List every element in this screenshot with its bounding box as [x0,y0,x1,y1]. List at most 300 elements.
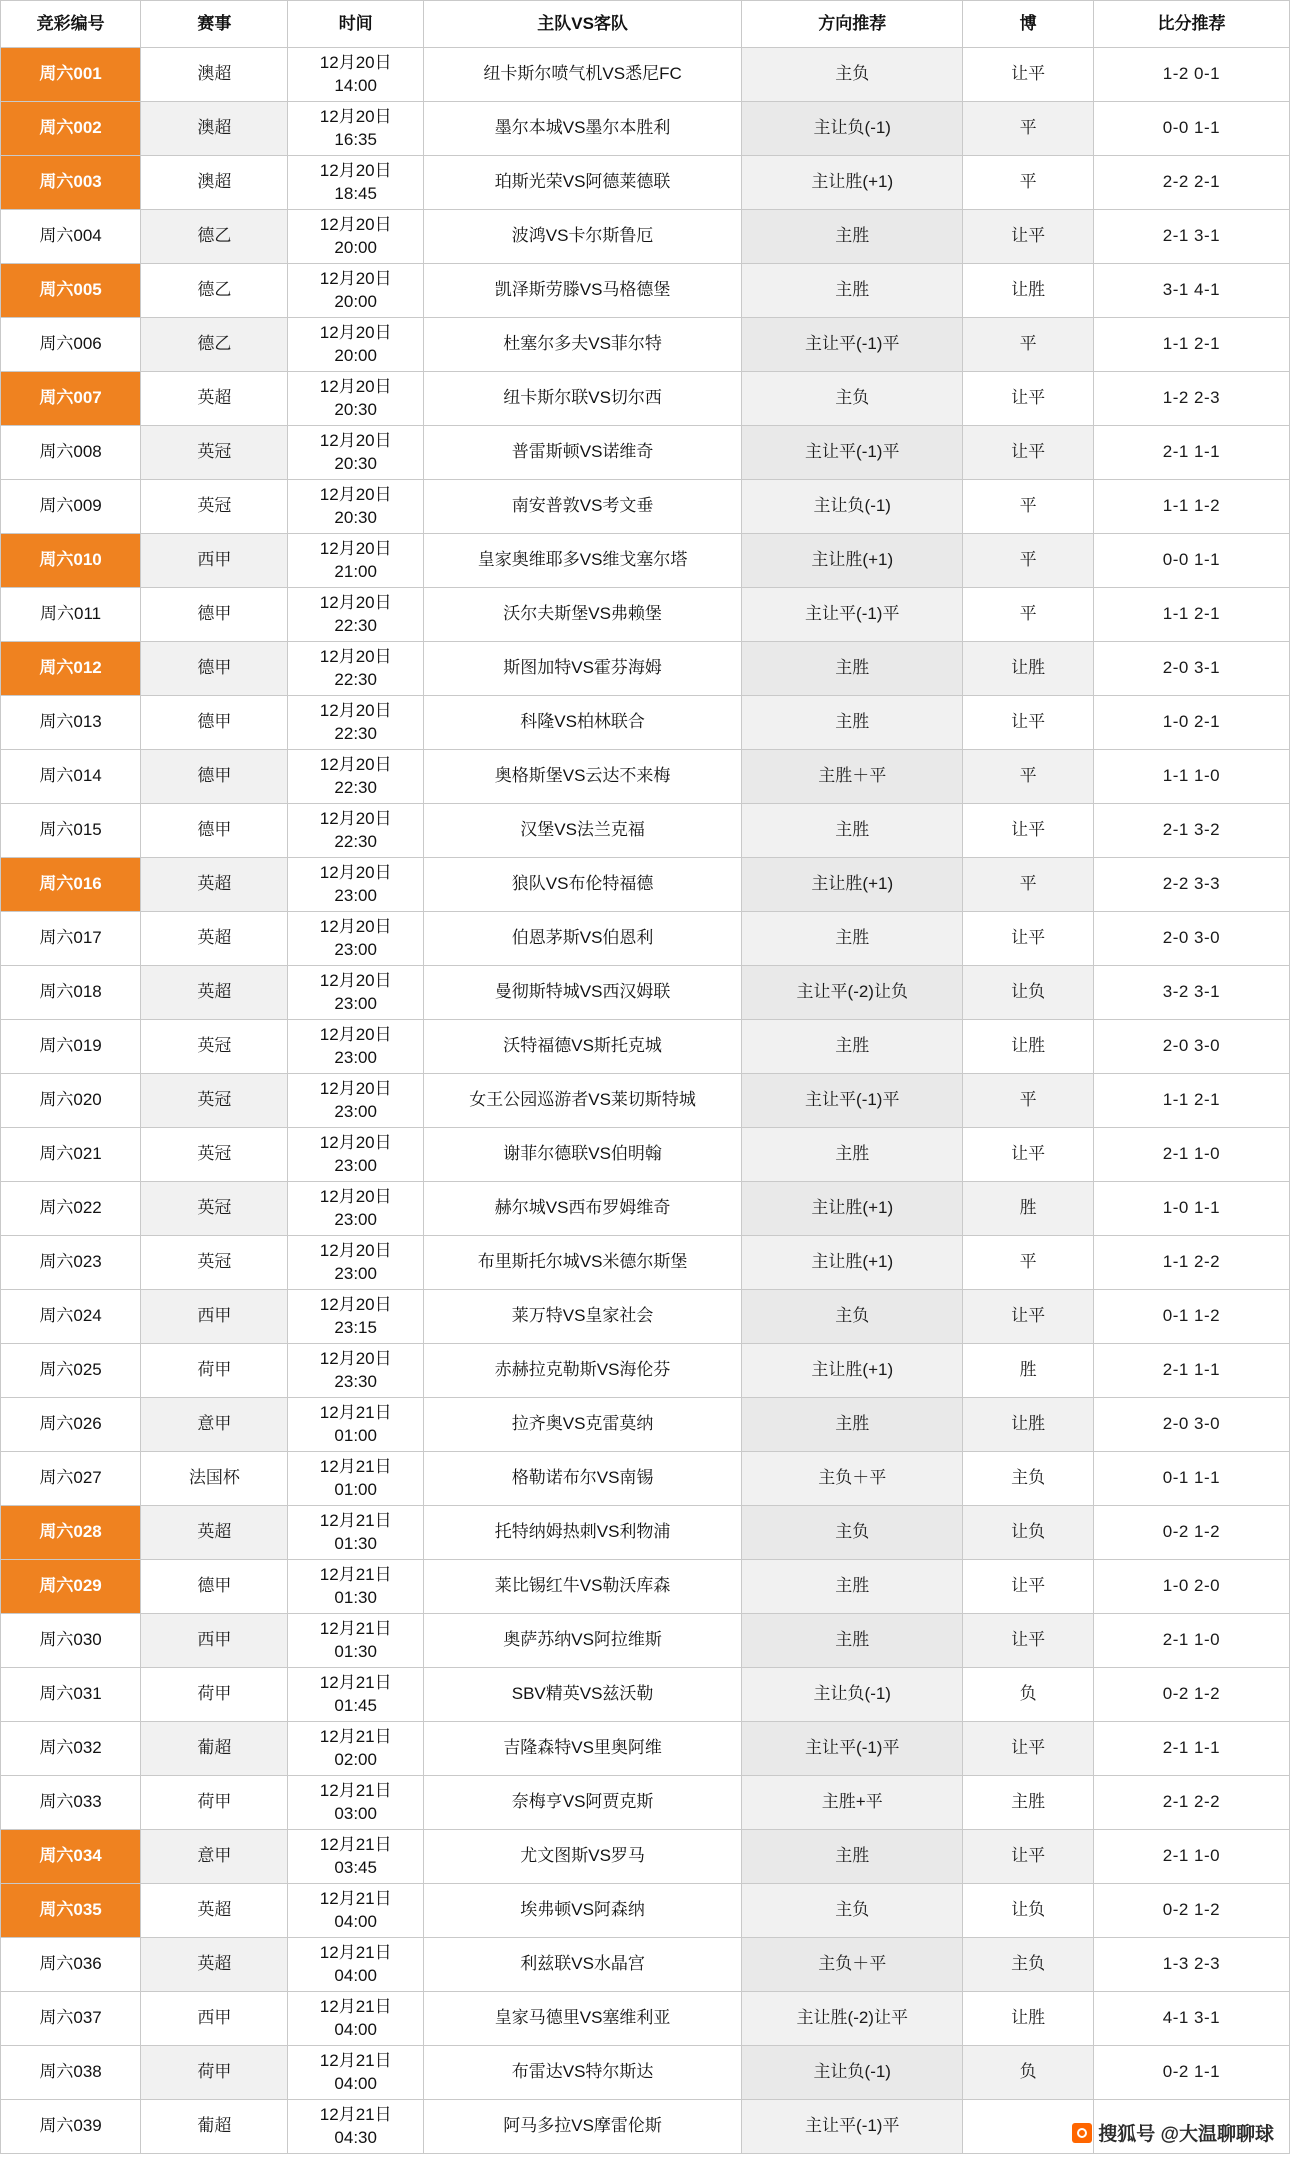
cell-time [288,1290,423,1344]
cell-time-clock: 20:00 [334,237,377,257]
cell-league: 英超 [141,966,288,1020]
cell-code: 周六006 [1,318,141,372]
cell-time-date: 12月20日 [319,754,392,774]
cell-time [288,2100,423,2154]
cell-time [288,1236,423,1290]
header-recommendation: 方向推荐 [742,1,963,48]
cell-recommendation: 主让胜(+1) [742,1236,963,1290]
cell-code: 周六011 [1,588,141,642]
cell-code: 周六037 [1,1992,141,2046]
cell-code: 周六035 [1,1884,141,1938]
cell-time-clock: 20:00 [334,291,377,311]
cell-bo: 让胜 [963,1992,1094,2046]
cell-code: 周六013 [1,696,141,750]
cell-time-date: 12月21日 [319,1834,392,1854]
cell-code: 周六012 [1,642,141,696]
cell-time-date: 12月20日 [319,1348,392,1368]
cell-recommendation: 主胜 [742,1020,963,1074]
cell-time [288,642,423,696]
table-row [1,1884,1290,1938]
header-league: 赛事 [141,1,288,48]
cell-score: 1-0 2-0 [1093,1560,1289,1614]
cell-score: 2-2 2-1 [1093,156,1289,210]
cell-score: 4-1 3-1 [1093,1992,1289,2046]
cell-time [288,1398,423,1452]
cell-bo: 负 [963,2046,1094,2100]
cell-league: 荷甲 [141,1668,288,1722]
cell-time-date: 12月20日 [319,52,392,72]
table-row [1,318,1290,372]
cell-match: 奈梅亨VS阿贾克斯 [423,1776,741,1830]
cell-time [288,372,423,426]
cell-score: 2-1 3-1 [1093,210,1289,264]
table-row [1,1290,1290,1344]
cell-time-date: 12月20日 [319,1132,392,1152]
cell-time [288,1668,423,1722]
cell-score: 2-0 3-0 [1093,912,1289,966]
watermark-text: 搜狐号 @大温聊聊球 [1098,2124,1274,2145]
cell-time-clock: 23:00 [334,1101,377,1121]
cell-time-date: 12月21日 [319,1996,392,2016]
cell-time [288,210,423,264]
cell-recommendation: 主让胜(-2)让平 [742,1992,963,2046]
header-code: 竞彩编号 [1,1,141,48]
cell-time-date: 12月20日 [319,268,392,288]
cell-match: 莱比锡红牛VS勒沃库森 [423,1560,741,1614]
cell-time-clock: 18:45 [334,183,377,203]
cell-match: 凯泽斯劳滕VS马格德堡 [423,264,741,318]
cell-bo: 让胜 [963,1020,1094,1074]
cell-match: 狼队VS布伦特福德 [423,858,741,912]
cell-recommendation: 主胜 [742,912,963,966]
cell-bo: 主胜 [963,1776,1094,1830]
cell-league: 英超 [141,858,288,912]
table-header-row [1,1,1290,48]
table-row [1,2046,1290,2100]
cell-code: 周六005 [1,264,141,318]
table-header [1,1,1290,48]
cell-time [288,1182,423,1236]
cell-recommendation: 主让胜(+1) [742,156,963,210]
cell-time-date: 12月21日 [319,1456,392,1476]
cell-time-date: 12月20日 [319,1024,392,1044]
cell-time [288,588,423,642]
cell-score: 2-1 2-2 [1093,1776,1289,1830]
cell-time-clock: 01:00 [334,1425,377,1445]
cell-time-date: 12月20日 [319,700,392,720]
cell-bo: 让平 [963,804,1094,858]
cell-match: 女王公园巡游者VS莱切斯特城 [423,1074,741,1128]
cell-match: 利兹联VS水晶宫 [423,1938,741,1992]
cell-match: 珀斯光荣VS阿德莱德联 [423,156,741,210]
cell-time-clock: 23:00 [334,1209,377,1229]
cell-code: 周六022 [1,1182,141,1236]
cell-code: 周六036 [1,1938,141,1992]
cell-league: 英冠 [141,1128,288,1182]
cell-recommendation: 主负 [742,1506,963,1560]
cell-score: 0-0 1-1 [1093,102,1289,156]
cell-time-date: 12月20日 [319,808,392,828]
table-row [1,1128,1290,1182]
cell-match: 布里斯托尔城VS米德尔斯堡 [423,1236,741,1290]
cell-time [288,696,423,750]
cell-bo: 平 [963,480,1094,534]
cell-recommendation: 主胜 [742,1614,963,1668]
cell-match: 沃尔夫斯堡VS弗赖堡 [423,588,741,642]
cell-time [288,1992,423,2046]
cell-score: 1-0 1-1 [1093,1182,1289,1236]
cell-bo: 平 [963,858,1094,912]
cell-time-date: 12月20日 [319,214,392,234]
cell-time [288,102,423,156]
cell-recommendation: 主负 [742,1884,963,1938]
cell-match: 波鸿VS卡尔斯鲁厄 [423,210,741,264]
cell-match: 吉隆森特VS里奥阿维 [423,1722,741,1776]
cell-time [288,804,423,858]
cell-time-date: 12月20日 [319,592,392,612]
cell-league: 英超 [141,1884,288,1938]
cell-recommendation: 主负 [742,1290,963,1344]
cell-time-clock: 23:00 [334,939,377,959]
cell-league: 澳超 [141,156,288,210]
cell-recommendation: 主负＋平 [742,1452,963,1506]
cell-recommendation: 主让负(-1) [742,1668,963,1722]
cell-match: 布雷达VS特尔斯达 [423,2046,741,2100]
cell-time [288,1884,423,1938]
cell-time [288,480,423,534]
cell-league: 德甲 [141,642,288,696]
cell-score: 2-1 1-0 [1093,1128,1289,1182]
table-row [1,642,1290,696]
cell-code: 周六021 [1,1128,141,1182]
cell-bo: 让平 [963,1290,1094,1344]
table-row [1,858,1290,912]
cell-time [288,1074,423,1128]
cell-league: 澳超 [141,48,288,102]
cell-time [288,426,423,480]
cell-time-date: 12月20日 [319,862,392,882]
cell-recommendation: 主让负(-1) [742,480,963,534]
cell-code: 周六009 [1,480,141,534]
cell-time [288,858,423,912]
cell-score: 1-1 1-2 [1093,480,1289,534]
cell-time-clock: 23:15 [334,1317,377,1337]
cell-score: 0-0 1-1 [1093,534,1289,588]
cell-time-clock: 20:30 [334,507,377,527]
cell-league: 德甲 [141,804,288,858]
cell-time [288,966,423,1020]
cell-time-clock: 04:00 [334,1965,377,1985]
cell-score: 2-1 3-2 [1093,804,1289,858]
cell-time-clock: 03:00 [334,1803,377,1823]
cell-code: 周六033 [1,1776,141,1830]
table-row [1,750,1290,804]
cell-match: 纽卡斯尔联VS切尔西 [423,372,741,426]
cell-time-clock: 01:30 [334,1533,377,1553]
cell-time-clock: 04:30 [334,2127,377,2147]
cell-time [288,912,423,966]
cell-match: 阿马多拉VS摩雷伦斯 [423,2100,741,2154]
cell-time-clock: 22:30 [334,669,377,689]
cell-time-clock: 22:30 [334,615,377,635]
cell-recommendation: 主负 [742,372,963,426]
cell-time [288,1128,423,1182]
cell-time-date: 12月21日 [319,2050,392,2070]
table-row [1,48,1290,102]
cell-bo: 主负 [963,1938,1094,1992]
cell-time [288,1506,423,1560]
cell-league: 葡超 [141,2100,288,2154]
cell-time-clock: 22:30 [334,723,377,743]
cell-score: 2-0 3-0 [1093,1398,1289,1452]
cell-recommendation: 主胜 [742,1830,963,1884]
cell-time-clock: 20:30 [334,453,377,473]
cell-time-date: 12月20日 [319,970,392,990]
cell-bo: 平 [963,750,1094,804]
table-row [1,372,1290,426]
cell-league: 荷甲 [141,1344,288,1398]
cell-time [288,2046,423,2100]
cell-recommendation: 主胜 [742,642,963,696]
table-row [1,1074,1290,1128]
cell-bo: 让平 [963,48,1094,102]
cell-recommendation: 主让平(-1)平 [742,318,963,372]
cell-league: 德甲 [141,588,288,642]
cell-score: 2-0 3-0 [1093,1020,1289,1074]
cell-code: 周六014 [1,750,141,804]
cell-bo: 平 [963,1074,1094,1128]
cell-bo: 让平 [963,1560,1094,1614]
cell-score: 2-1 1-0 [1093,1830,1289,1884]
cell-bo: 平 [963,534,1094,588]
cell-code: 周六004 [1,210,141,264]
table-row [1,102,1290,156]
cell-bo: 让胜 [963,642,1094,696]
sohu-logo-icon [1072,2123,1092,2143]
table-row [1,210,1290,264]
cell-match: 普雷斯顿VS诺维奇 [423,426,741,480]
header-score: 比分推荐 [1093,1,1289,48]
cell-code: 周六031 [1,1668,141,1722]
cell-score: 0-2 1-2 [1093,1506,1289,1560]
cell-recommendation: 主让平(-1)平 [742,1074,963,1128]
cell-time-date: 12月21日 [319,1564,392,1584]
cell-bo: 平 [963,588,1094,642]
cell-bo: 平 [963,156,1094,210]
cell-recommendation: 主胜＋平 [742,750,963,804]
cell-bo: 让平 [963,1614,1094,1668]
header-match: 主队VS客队 [423,1,741,48]
table-row [1,1992,1290,2046]
cell-score: 0-2 1-2 [1093,1668,1289,1722]
cell-time-date: 12月20日 [319,106,392,126]
cell-match: 伯恩茅斯VS伯恩利 [423,912,741,966]
cell-bo: 让平 [963,426,1094,480]
table-row [1,966,1290,1020]
cell-time-date: 12月20日 [319,1240,392,1260]
table-row [1,264,1290,318]
cell-time-date: 12月20日 [319,322,392,342]
watermark [1072,2119,1274,2146]
table-row [1,804,1290,858]
cell-bo: 主负 [963,1452,1094,1506]
cell-time-clock: 04:00 [334,2019,377,2039]
cell-bo: 让胜 [963,1398,1094,1452]
cell-recommendation: 主让胜(+1) [742,1344,963,1398]
cell-time-clock: 22:30 [334,831,377,851]
cell-score: 3-1 4-1 [1093,264,1289,318]
cell-match: 拉齐奥VS克雷莫纳 [423,1398,741,1452]
cell-match: 尤文图斯VS罗马 [423,1830,741,1884]
cell-match: 杜塞尔多夫VS菲尔特 [423,318,741,372]
cell-code: 周六002 [1,102,141,156]
cell-score: 1-1 2-2 [1093,1236,1289,1290]
cell-recommendation: 主让胜(+1) [742,534,963,588]
cell-score: 0-2 1-2 [1093,1884,1289,1938]
table-row [1,588,1290,642]
cell-score: 1-1 2-1 [1093,588,1289,642]
header-time: 时间 [288,1,423,48]
cell-league: 英冠 [141,1236,288,1290]
cell-time-date: 12月21日 [319,1942,392,1962]
cell-time-clock: 16:35 [334,129,377,149]
cell-time-clock: 23:30 [334,1371,377,1391]
cell-league: 英超 [141,912,288,966]
cell-time-clock: 02:00 [334,1749,377,1769]
cell-time-clock: 03:45 [334,1857,377,1877]
cell-match: 托特纳姆热刺VS利物浦 [423,1506,741,1560]
cell-time-clock: 23:00 [334,1047,377,1067]
cell-recommendation: 主胜 [742,210,963,264]
cell-code: 周六034 [1,1830,141,1884]
cell-match: 墨尔本城VS墨尔本胜利 [423,102,741,156]
cell-score: 1-0 2-1 [1093,696,1289,750]
cell-match: SBV精英VS兹沃勒 [423,1668,741,1722]
cell-bo: 让平 [963,912,1094,966]
cell-bo: 胜 [963,1344,1094,1398]
cell-time [288,1776,423,1830]
table-row [1,1020,1290,1074]
cell-score: 0-2 1-1 [1093,2046,1289,2100]
cell-code: 周六007 [1,372,141,426]
cell-time-clock: 23:00 [334,885,377,905]
cell-bo: 让平 [963,210,1094,264]
cell-recommendation: 主让平(-1)平 [742,1722,963,1776]
cell-match: 赫尔城VS西布罗姆维奇 [423,1182,741,1236]
table-row [1,1236,1290,1290]
cell-time [288,48,423,102]
cell-recommendation: 主让负(-1) [742,102,963,156]
cell-time-clock: 04:00 [334,1911,377,1931]
cell-score: 1-2 0-1 [1093,48,1289,102]
cell-time-date: 12月20日 [319,430,392,450]
cell-bo: 让平 [963,1830,1094,1884]
cell-recommendation: 主胜+平 [742,1776,963,1830]
cell-bo: 让负 [963,1506,1094,1560]
cell-time-date: 12月21日 [319,1672,392,1692]
cell-recommendation: 主让胜(+1) [742,1182,963,1236]
cell-score: 3-2 3-1 [1093,966,1289,1020]
cell-time [288,156,423,210]
cell-score: 1-2 2-3 [1093,372,1289,426]
cell-code: 周六019 [1,1020,141,1074]
table-row [1,534,1290,588]
cell-time-clock: 23:00 [334,1155,377,1175]
cell-match: 沃特福德VS斯托克城 [423,1020,741,1074]
cell-code: 周六027 [1,1452,141,1506]
cell-match: 谢菲尔德联VS伯明翰 [423,1128,741,1182]
table-row [1,696,1290,750]
cell-recommendation: 主让胜(+1) [742,858,963,912]
table-row [1,1452,1290,1506]
cell-match: 汉堡VS法兰克福 [423,804,741,858]
cell-league: 英冠 [141,1074,288,1128]
cell-recommendation: 主让平(-2)让负 [742,966,963,1020]
table-row [1,1776,1290,1830]
cell-time-date: 12月21日 [319,2104,392,2124]
cell-score: 1-1 2-1 [1093,1074,1289,1128]
cell-code: 周六029 [1,1560,141,1614]
cell-code: 周六008 [1,426,141,480]
cell-code: 周六026 [1,1398,141,1452]
table-body [1,48,1290,2154]
cell-time [288,1452,423,1506]
cell-match: 斯图加特VS霍芬海姆 [423,642,741,696]
cell-time-date: 12月20日 [319,376,392,396]
cell-code: 周六032 [1,1722,141,1776]
cell-recommendation: 主胜 [742,696,963,750]
cell-time-date: 12月20日 [319,916,392,936]
table-row [1,156,1290,210]
cell-score: 1-3 2-3 [1093,1938,1289,1992]
cell-match: 曼彻斯特城VS西汉姆联 [423,966,741,1020]
cell-time-clock: 01:30 [334,1587,377,1607]
cell-code: 周六025 [1,1344,141,1398]
cell-time [288,1020,423,1074]
cell-time [288,1722,423,1776]
cell-time-clock: 14:00 [334,75,377,95]
cell-league: 西甲 [141,1290,288,1344]
cell-league: 英超 [141,1506,288,1560]
cell-match: 格勒诺布尔VS南锡 [423,1452,741,1506]
cell-time-clock: 01:45 [334,1695,377,1715]
cell-time-clock: 01:30 [334,1641,377,1661]
cell-league: 英冠 [141,1020,288,1074]
cell-time [288,1614,423,1668]
cell-code: 周六017 [1,912,141,966]
cell-time-date: 12月20日 [319,1294,392,1314]
cell-code: 周六023 [1,1236,141,1290]
cell-code: 周六001 [1,48,141,102]
cell-code: 周六039 [1,2100,141,2154]
cell-code: 周六020 [1,1074,141,1128]
cell-bo: 让负 [963,966,1094,1020]
table-row [1,426,1290,480]
cell-score: 1-1 2-1 [1093,318,1289,372]
cell-code: 周六010 [1,534,141,588]
cell-bo: 负 [963,1668,1094,1722]
cell-bo: 平 [963,102,1094,156]
cell-time [288,534,423,588]
cell-time [288,750,423,804]
cell-time [288,1830,423,1884]
table-row [1,1614,1290,1668]
header-bo: 博 [963,1,1094,48]
cell-time-date: 12月20日 [319,538,392,558]
cell-time [288,1938,423,1992]
table-row [1,1668,1290,1722]
table-row [1,1344,1290,1398]
